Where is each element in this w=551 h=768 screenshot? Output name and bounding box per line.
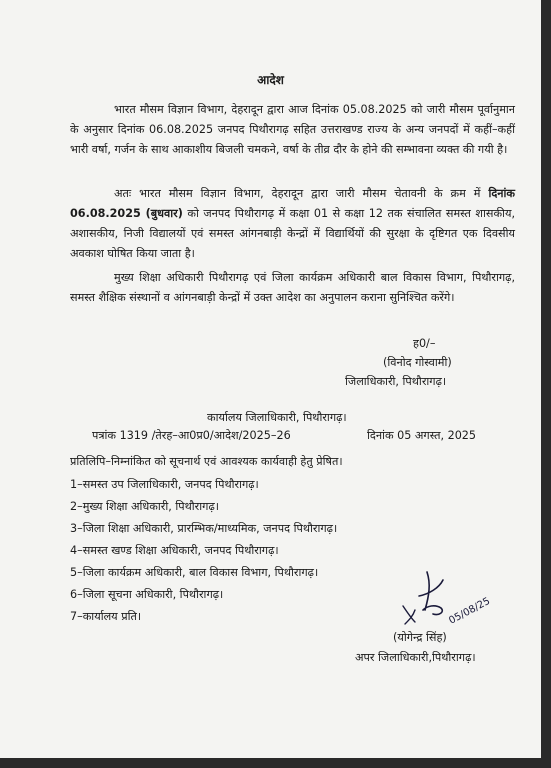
order-paragraph-1: भारत मौसम विज्ञान विभाग, देहरादून द्वारा आज दिनांक 05.08.2025 को जारी मौसम पूर्वानुमान के अनुसार दिनांक 06.08.2025 जनपद पिथौरागढ़ सहित उत्तराखण्ड राज्य के अन्य जनपदों में कहीं–कहीं भारी वर्षा, गर्जन के साथ आकाशीय बिजली चमकने, वर्षा के तीव्र दौर के होने की सम्भावना व्यक्त की गयी है। xyxy=(70,103,515,156)
list-item: 6–जिला सूचना अधिकारी, पिथौरागढ़। xyxy=(70,588,224,601)
list-item: 4–समस्त खण्ड शिक्षा अधिकारी, जनपद पिथौरागढ़। xyxy=(70,544,279,557)
office-name: कार्यालय जिलाधिकारी, पिथौरागढ़। xyxy=(207,411,347,424)
list-item: 3–जिला शिक्षा अधिकारी, प्रारम्भिक/माध्यमिक, जनपद पिथौरागढ़। xyxy=(70,522,338,535)
copy-list xyxy=(70,474,337,628)
photo-border-bottom xyxy=(0,758,551,768)
holiday-date: दिनांक 06.08.2025 (बुधवार) xyxy=(70,187,515,220)
order-paragraph-2 xyxy=(70,184,515,264)
photo-border-right xyxy=(541,0,551,768)
letter-date: दिनांक 05 अगस्त, 2025 xyxy=(367,429,477,442)
second-signatory-name: (योगेन्द्र सिंह) xyxy=(393,631,447,644)
list-item: 1–समस्त उप जिलाधिकारी, जनपद पिथौरागढ़। xyxy=(70,478,259,491)
copy-heading: प्रतिलिपि–निम्नांकित को सूचनार्थ एवं आवश्यक कार्यवाही हेतु प्रेषित। xyxy=(70,455,343,468)
signatory-name: (विनोद गोस्वामी) xyxy=(383,356,452,369)
paragraph-2-rest: को जनपद पिथौरागढ़ में कक्षा 01 से कक्षा 12 तक संचालित समस्त शासकीय, अशासकीय, निजी विद्यालयों एवं समस्त आंगनबाड़ी केन्द्रों में विद्यार्थियों की सुरक्षा के दृष्टिगत एक दिवसीय अवकाश घोषित किया जाता है। xyxy=(70,207,515,260)
signed-mark: ह0/– xyxy=(413,337,436,350)
signatory-designation: जिलाधिकारी, पिथौरागढ़। xyxy=(345,375,447,388)
list-item: 2–मुख्य शिक्षा अधिकारी, पिथौरागढ़। xyxy=(70,500,219,513)
paragraph-2-lead: अतः भारत मौसम विज्ञान विभाग, देहरादून द्वारा जारी मौसम चेतावनी के क्रम में xyxy=(114,187,489,200)
handwritten-date: 05/08/25 xyxy=(447,595,493,627)
second-signatory-designation: अपर जिलाधिकारी,पिथौरागढ़। xyxy=(355,651,476,664)
list-item: 5–जिला कार्यक्रम अधिकारी, बाल विकास विभाग, पिथौरागढ़। xyxy=(70,566,319,579)
order-title: आदेश xyxy=(257,73,284,87)
list-item: 7–कार्यालय प्रति। xyxy=(70,610,142,623)
order-paragraph-3: मुख्य शिक्षा अधिकारी पिथौरागढ़ एवं जिला कार्यक्रम अधिकारी बाल विकास विभाग, पिथौरागढ़, समस्त शैक्षिक संस्थानों व आंगनबाड़ी केन्द्रों में उक्त आदेश का अनुपालन कराना सुनिश्चित करेंगे। xyxy=(70,271,515,304)
reference-number: पत्रांक 1319 /तेरह–आ0प्र0/आदेश/2025–26 xyxy=(92,429,291,442)
handwritten-signature xyxy=(385,566,505,636)
